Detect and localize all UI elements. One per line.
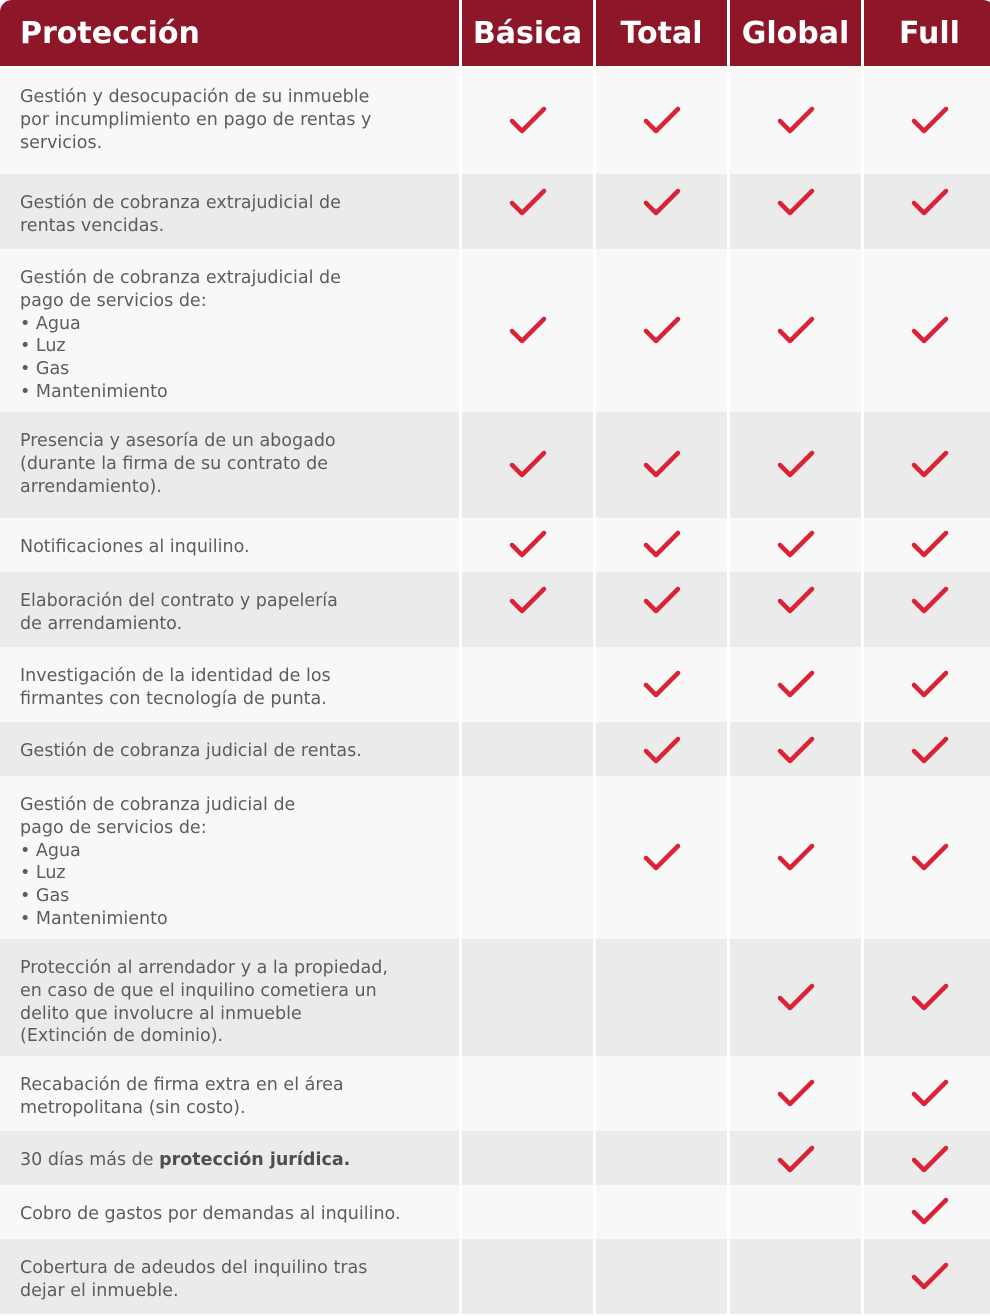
header-full: Full [864,0,990,68]
plan-cell-total [596,939,727,1056]
plan-cell-basica [462,249,593,412]
plan-cell-total [596,68,727,174]
plan-cell-total [596,518,727,572]
table-row-label: Investigación de la identidad de los firmantes con tecnología de punta. [0,647,459,722]
plan-cell-global [730,1056,861,1131]
checkmark-icon [643,530,681,560]
plan-cell-basica [462,68,593,174]
table-row-label: Elaboración del contrato y papelería de arrendamiento. [0,572,459,647]
plan-cell-total [596,174,727,249]
checkmark-icon [509,106,547,136]
checkmark-icon [509,188,547,218]
plan-cell-total [596,249,727,412]
plan-cell-global [730,1239,861,1314]
header-basica: Básica [462,0,593,68]
checkmark-icon [509,530,547,560]
table-row-label: Presencia y asesoría de un abogado (durante la firma de su contrato de arrendamiento). [0,412,459,518]
plan-cell-total [596,776,727,939]
plan-cell-basica [462,939,593,1056]
checkmark-icon [911,106,949,136]
checkmark-icon [911,1079,949,1109]
header-total: Total [596,0,727,68]
checkmark-icon [777,736,815,766]
plan-cell-basica [462,722,593,776]
checkmark-icon [509,316,547,346]
table-row-label [0,1131,459,1185]
header-proteccion: Protección [0,0,459,68]
checkmark-icon [777,188,815,218]
plan-cell-global [730,647,861,722]
plan-cell-basica [462,412,593,518]
plan-cell-global [730,1131,861,1185]
checkmark-icon [777,316,815,346]
row-label-bold: protección jurídica. [159,1150,351,1170]
plan-cell-full [864,647,990,722]
checkmark-icon [911,1145,949,1175]
table-row-label: Gestión de cobranza extrajudicial de pago de servicios de: • Agua • Luz • Gas • Mantenimiento [0,249,459,412]
plan-cell-total [596,1239,727,1314]
plan-cell-full [864,1056,990,1131]
plan-cell-total [596,1056,727,1131]
plan-cell-basica [462,1185,593,1239]
row-label-prefix: 30 días más de [20,1150,160,1170]
checkmark-icon [911,983,949,1013]
checkmark-icon [777,106,815,136]
plan-cell-basica [462,1131,593,1185]
plan-cell-global [730,572,861,647]
plan-cell-basica [462,776,593,939]
checkmark-icon [911,843,949,873]
checkmark-icon [911,1262,949,1292]
checkmark-icon [911,1197,949,1227]
plan-cell-full [864,776,990,939]
plan-cell-full [864,1185,990,1239]
plan-cell-full [864,722,990,776]
plan-cell-full [864,1239,990,1314]
plan-cell-global [730,776,861,939]
checkmark-icon [643,106,681,136]
plan-cell-global [730,174,861,249]
table-row-label: Gestión de cobranza judicial de rentas. [0,722,459,776]
checkmark-icon [911,316,949,346]
checkmark-icon [643,670,681,700]
plan-cell-global [730,412,861,518]
plan-cell-global [730,1185,861,1239]
table-row-label: Gestión de cobranza extrajudicial de rentas vencidas. [0,174,459,249]
plan-cell-global [730,518,861,572]
checkmark-icon [777,530,815,560]
table-row-label: Cobertura de adeudos del inquilino tras dejar el inmueble. [0,1239,459,1314]
table-row-label: Gestión y desocupación de su inmueble por incumplimiento en pago de rentas y servicios. [0,68,459,174]
plan-cell-total [596,412,727,518]
checkmark-icon [777,450,815,480]
checkmark-icon [911,670,949,700]
plan-cell-basica [462,1239,593,1314]
checkmark-icon [643,450,681,480]
plan-cell-basica [462,174,593,249]
plan-cell-full [864,174,990,249]
header-global: Global [730,0,861,68]
plan-cell-full [864,68,990,174]
table-row-label: Gestión de cobranza judicial de pago de servicios de: • Agua • Luz • Gas • Mantenimiento [0,776,459,939]
checkmark-icon [911,736,949,766]
plan-cell-full [864,518,990,572]
checkmark-icon [643,586,681,616]
table-row-label: Recabación de firma extra en el área metropolitana (sin costo). [0,1056,459,1131]
plan-cell-full [864,412,990,518]
checkmark-icon [911,586,949,616]
table-row-label: Notificaciones al inquilino. [0,518,459,572]
plan-cell-basica [462,572,593,647]
plan-cell-total [596,1131,727,1185]
checkmark-icon [777,1145,815,1175]
table-row-label: Cobro de gastos por demandas al inquilino. [0,1185,459,1239]
checkmark-icon [911,530,949,560]
plan-cell-global [730,68,861,174]
plan-cell-full [864,1131,990,1185]
plan-cell-global [730,249,861,412]
checkmark-icon [777,670,815,700]
checkmark-icon [509,450,547,480]
plan-cell-total [596,1185,727,1239]
checkmark-icon [643,188,681,218]
plan-cell-basica [462,1056,593,1131]
checkmark-icon [777,983,815,1013]
plan-cell-full [864,572,990,647]
checkmark-icon [911,188,949,218]
checkmark-icon [777,843,815,873]
checkmark-icon [911,450,949,480]
plan-cell-global [730,722,861,776]
checkmark-icon [777,586,815,616]
plan-cell-basica [462,647,593,722]
plan-cell-basica [462,518,593,572]
plan-cell-full [864,249,990,412]
checkmark-icon [643,316,681,346]
plan-cell-total [596,572,727,647]
checkmark-icon [509,586,547,616]
plan-cell-full [864,939,990,1056]
table-row-label: Protección al arrendador y a la propiedad, en caso de que el inquilino cometiera un delito que involucre al inmueble (Extinción de dominio). [0,939,459,1056]
checkmark-icon [643,736,681,766]
plan-cell-total [596,647,727,722]
checkmark-icon [777,1079,815,1109]
plan-cell-total [596,722,727,776]
checkmark-icon [643,843,681,873]
plan-cell-global [730,939,861,1056]
